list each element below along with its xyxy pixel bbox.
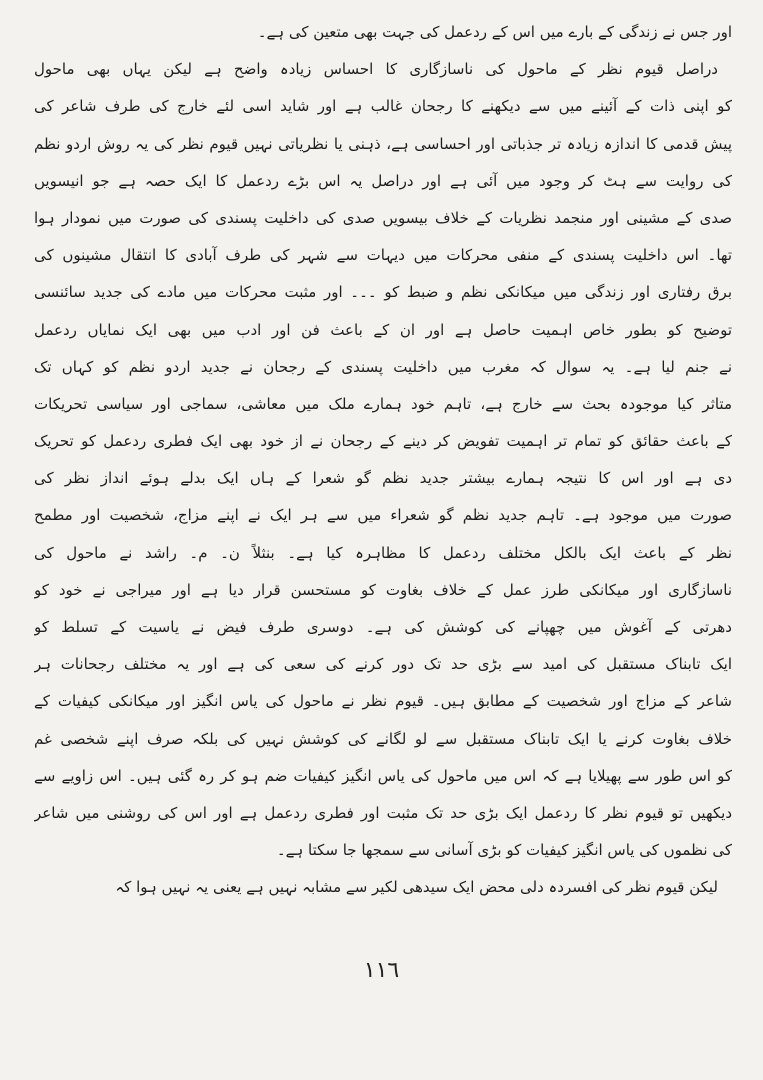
text-line: دراصل قیوم نظر کے ماحول کی ناسازگاری کا احساس زیادہ واضح ہے لیکن یہاں بھی ماحول <box>34 60 718 79</box>
text-line: شاعر کے مزاج اور شخصیت کے مطابق ہیں۔ قیوم نظر نے ماحول کی یاس انگیز اور میکانکی کیفیات کے <box>34 692 732 711</box>
text-line: کی روایت سے ہٹ کر وجود میں آئی ہے اور دراصل یہ اس بڑے ردعمل کا ایک حصہ ہے جو انیسویں <box>34 171 732 190</box>
body-text <box>34 14 732 907</box>
text-line: اور جس نے زندگی کے بارے میں اس کے ردعمل کی جہت بھی متعین کی ہے۔ <box>257 23 732 41</box>
text-line: پیش قدمی کا اندازہ زیادہ تر جذباتی اور احساسی ہے، ذہنی یا نظریاتی نہیں قیوم نظر کی یہ روش اردو نظم <box>34 134 732 153</box>
text-line: برق رفتاری اور زندگی میں میکانکی نظم و ضبط کو ۔۔۔ اور مثبت محرکات میں مادے کی جدید سائنسی <box>34 283 732 302</box>
text-line: متاثر کیا موجودہ بحث سے خارج ہے، تاہم خود ہمارے ملک میں معاشی، سماجی اور سیاسی تحریکات <box>34 394 732 413</box>
text-line: دھرتی کے آغوش میں چھپانے کی کوشش کی ہے۔ دوسری طرف فیض نے یاسیت کے تسلط کو <box>34 618 732 636</box>
text-line: دی ہے اور اس کا نتیجہ ہمارے بیشتر جدید نظم گو شعرا کے ہاں ایک بدلے ہوئے انداز نظر کی <box>34 469 732 488</box>
text-line: کو اپنی ذات کے آئینے میں سے دیکھنے کا رجحان غالب ہے اور شاید اسی لئے خارج کی طرف شاعر کی <box>34 97 732 116</box>
text-line: تھا۔ اس داخلیت پسندی کے منفی محرکات میں دیہات سے شہر کی طرف آبادی کا انتقال مشینوں کی <box>34 246 732 265</box>
text-line: کی نظموں کی یاس انگیز کیفیات کو بڑی آسانی سے سمجھا جا سکتا ہے۔ <box>276 841 732 860</box>
text-line: توضیح کو بطور خاص اہمیت حاصل ہے اور ان کے باعث فن اور ادب میں بھی ایک نمایاں ردعمل <box>34 320 732 339</box>
text-line: لیکن قیوم نظر کی افسردہ دلی محض ایک سیدھی لکیر سے مشابہ نہیں ہے یعنی یہ نہیں ہوا کہ <box>115 878 718 897</box>
text-line: خلاف بغاوت کرنے یا ایک تابناک مستقبل سے لو لگانے کی کوشش نہیں کی بلکہ صرف اپنے شخصی غم <box>34 729 732 748</box>
text-line: کو اس طور سے پھیلایا ہے کہ اس میں ماحول کی یاس انگیز کیفیات ضم ہو کر رہ گئی ہیں۔ اس زاویے سے <box>34 766 732 785</box>
text-line: صدی کے مشینی اور منجمد نظریات کے خلاف بیسویں صدی کی داخلیت پسندی کی صورت میں نمودار ہوا <box>34 208 732 227</box>
page-number: ١١٦ <box>363 958 400 983</box>
text-line: دیکھیں تو قیوم نظر کا ردعمل ایک بڑی حد تک مثبت اور فطری ردعمل ہے اور اس کی روشنی میں شاعر <box>34 803 732 822</box>
text-line: نے جنم لیا ہے۔ یہ سوال کہ مغرب میں داخلیت پسندی کے رجحان نے جدید اردو نظم کو کہاں تک <box>34 357 732 376</box>
text-line: نظر کے باعث ایک بالکل مختلف ردعمل کا مظاہرہ کیا ہے۔ بنثلاً ن۔ م۔ راشد نے ماحول کی <box>34 543 732 562</box>
text-line: کے باعث حقائق کو تمام تر اہمیت تفویض کر دینے کے رجحان نے از خود بھی ایک فطری ردعمل کو تحریک <box>34 432 732 451</box>
text-line: ناسازگاری اور میکانکی طرز عمل کے خلاف بغاوت کو مستحسن قرار دیا ہے اور میراجی نے خود کو <box>34 580 732 599</box>
text-line: ایک تابناک مستقبل کی امید سے بڑی حد تک دور کرنے کی سعی کی ہے اور یہ مختلف رجحانات ہر <box>34 655 732 674</box>
text-line: صورت میں موجود ہے۔ تاہم جدید نظم گو شعراء میں سے ہر ایک نے اپنے مزاج، شخصیت اور مطمح <box>34 506 732 525</box>
